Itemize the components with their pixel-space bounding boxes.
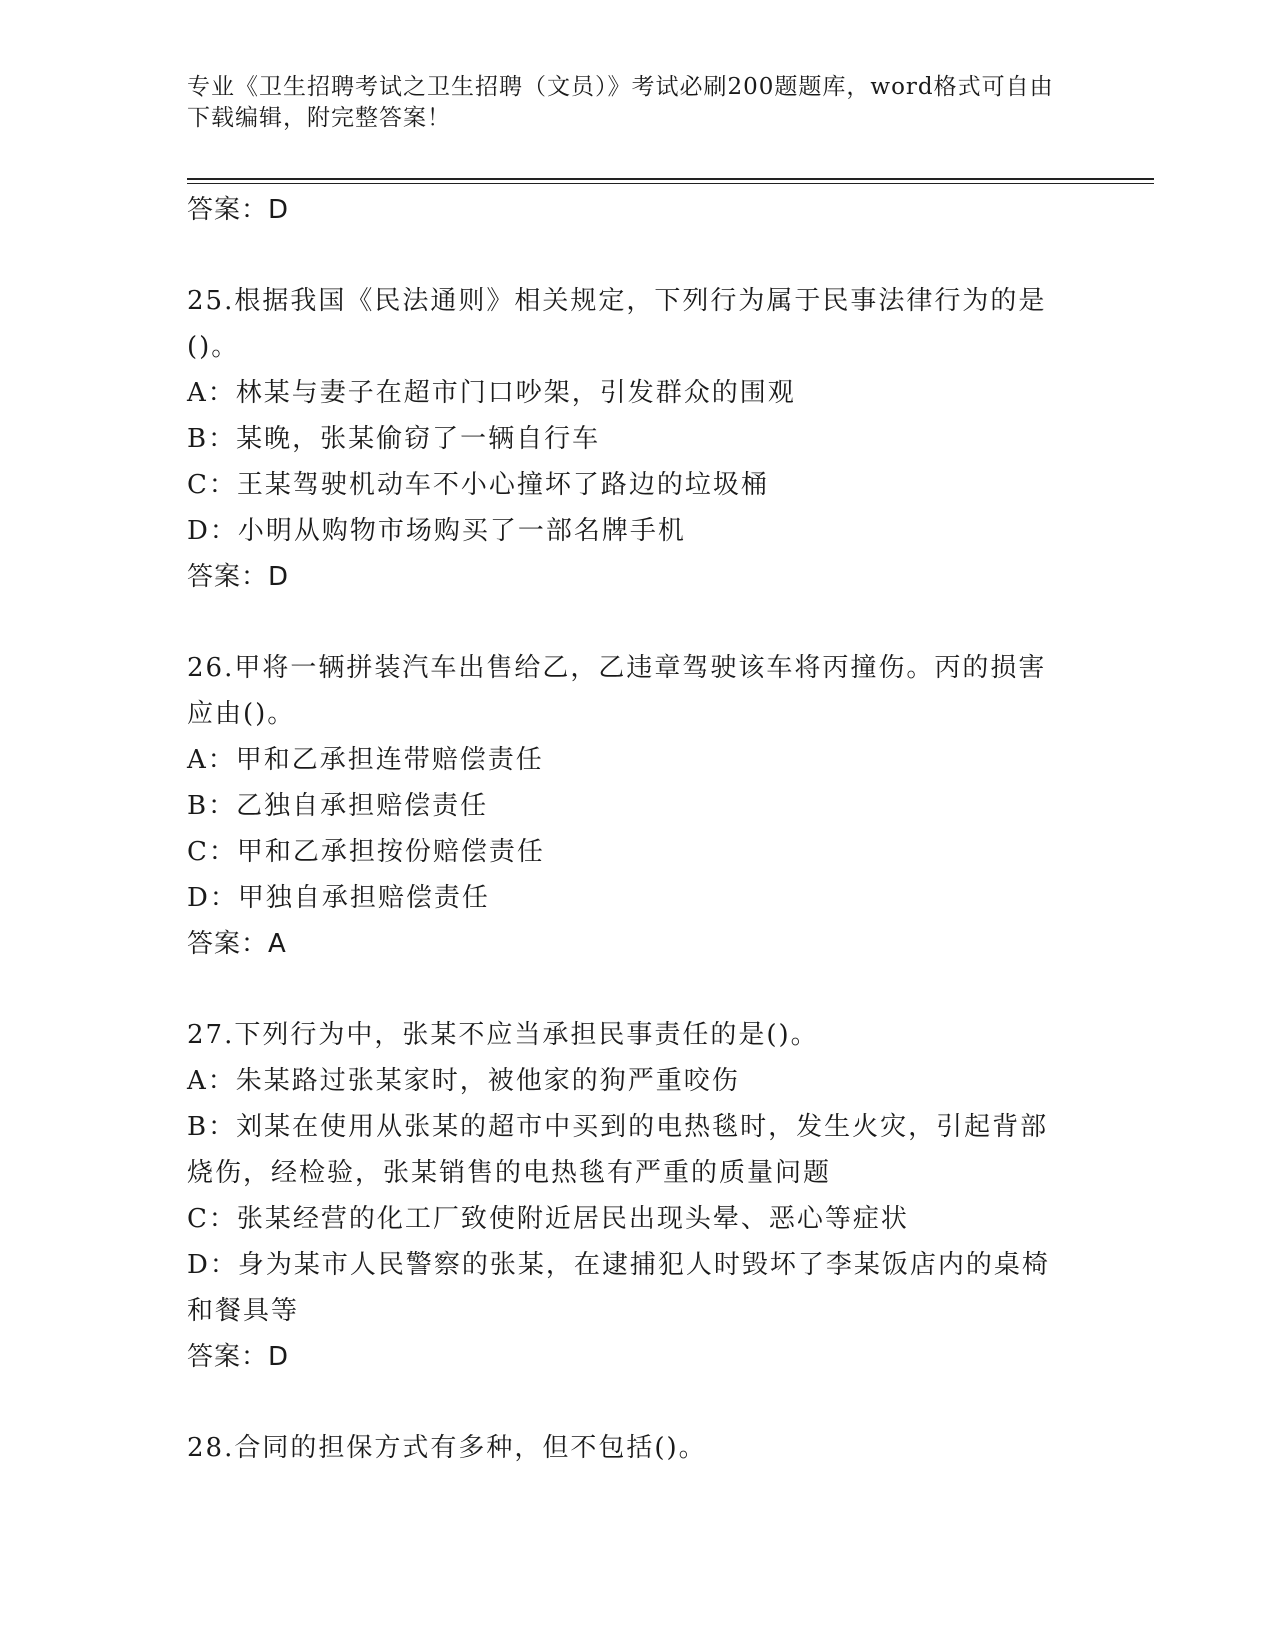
- option-a: A：朱某路过张某家时，被他家的狗严重咬伤: [187, 1066, 740, 1096]
- question-26: [187, 645, 1087, 967]
- question-stem: 28.合同的担保方式有多种，但不包括()。: [187, 1433, 707, 1463]
- option-a: A：甲和乙承担连带赔偿责任: [187, 745, 544, 775]
- question-stem: 26.甲将一辆拼装汽车出售给乙，乙违章驾驶该车将丙撞伤。丙的损害: [187, 653, 1047, 683]
- option-a: A：林某与妻子在超市门口吵架，引发群众的围观: [187, 378, 796, 408]
- question-stem: 27.下列行为中，张某不应当承担民事责任的是()。: [187, 1020, 819, 1050]
- answer-label: 答案：D: [187, 195, 290, 225]
- question-27: [187, 1012, 1087, 1380]
- option-d: D：甲独自承担赔偿责任: [187, 883, 490, 913]
- option-b: B：乙独自承担赔偿责任: [187, 791, 489, 821]
- answer-label: 答案：A: [187, 929, 287, 959]
- document-header: 专业《卫生招聘考试之卫生招聘（文员）》考试必刷200题题库，word格式可自由下载编辑，附完整答案！: [187, 74, 1054, 131]
- header-divider-thin: [187, 183, 1154, 184]
- header-divider-thick: [187, 178, 1154, 180]
- option-d: D：小明从购物市场购买了一部名牌手机: [187, 516, 686, 546]
- option-d: D：身为某市人民警察的张某，在逮捕犯人时毁坏了李某饭店内的桌椅: [187, 1250, 1050, 1280]
- document-body: [187, 187, 1087, 1471]
- option-b-continued: 烧伤，经检验，张某销售的电热毯有严重的质量问题: [187, 1158, 832, 1188]
- option-c: C：甲和乙承担按份赔偿责任: [187, 837, 545, 867]
- option-b: B：刘某在使用从张某的超市中买到的电热毯时，发生火灾，引起背部: [187, 1112, 1049, 1142]
- answer-label: 答案：D: [187, 562, 290, 592]
- question-stem: ()。: [187, 332, 240, 362]
- option-b: B：某晚，张某偷窃了一辆自行车: [187, 424, 601, 454]
- question-28: [187, 1425, 1087, 1471]
- option-d-continued: 和餐具等: [187, 1296, 300, 1326]
- question-stem: 应由()。: [187, 699, 296, 729]
- answer-label: 答案：D: [187, 1342, 290, 1372]
- option-c: C：张某经营的化工厂致使附近居民出现头晕、恶心等症状: [187, 1204, 909, 1234]
- option-c: C：王某驾驶机动车不小心撞坏了路边的垃圾桶: [187, 470, 769, 500]
- question-25: [187, 278, 1087, 600]
- question-stem: 25.根据我国《民法通则》相关规定，下列行为属于民事法律行为的是: [187, 286, 1047, 316]
